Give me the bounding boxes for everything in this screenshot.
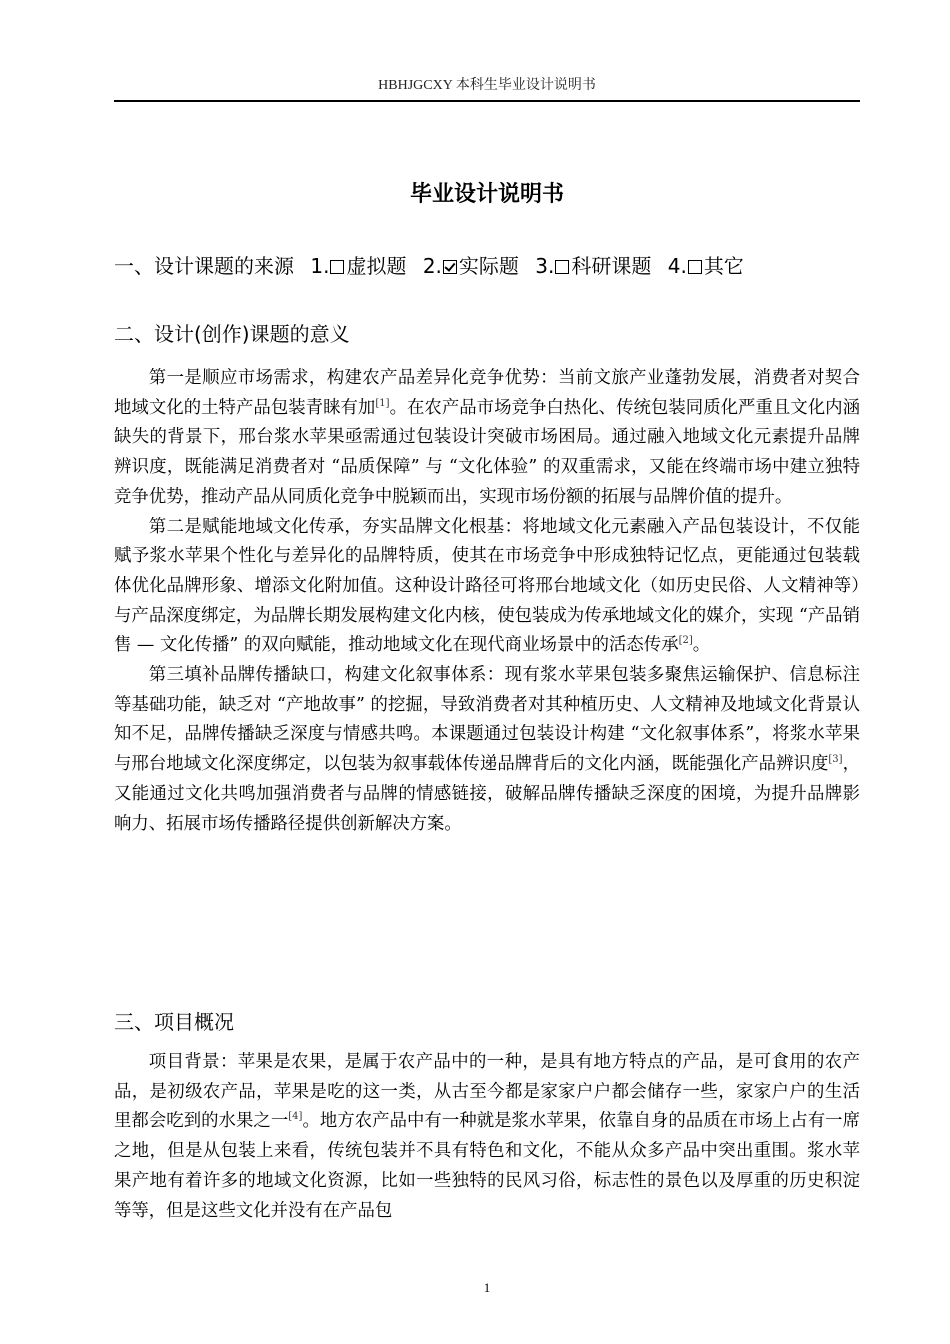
option-research: 3. 科研课题 (535, 254, 652, 278)
section2-body (114, 364, 860, 839)
paragraph: 第三填补品牌传播缺口，构建文化叙事体系：现有浆水苹果包装多聚焦运输保护、信息标注等基础功能，缺乏对 “产地故事” 的挖掘，导致消费者对其种植历史、人文精神及地域文化背景认知不足，品牌传播缺乏深度与情感共鸣。本课题通过包装设计构建 “文化叙事体系”，将浆水苹果与邢台地域文化深度绑定，以包装为叙事载体传递品牌背后的文化内涵，既能强化产品辨识度[3]，又能通过文化共鸣加强消费者与品牌的情感链接，破解品牌传播缺乏深度的困境，为提升品牌影响力、拓展市场传播路径提供创新解决方案。 (114, 665, 860, 834)
checked-box-icon (443, 260, 457, 274)
unchecked-box-icon (555, 260, 569, 274)
section1-heading: 一、设计课题的来源 (114, 254, 294, 278)
citation: [3] (828, 754, 843, 766)
option-virtual: 1. 虚拟题 (310, 254, 407, 278)
section3-heading: 三、项目概况 (114, 1010, 234, 1034)
unchecked-box-icon (330, 260, 344, 274)
page-header: HBHJGCXY 本科生毕业设计说明书 (378, 78, 596, 93)
topic-source-row (114, 252, 744, 280)
paragraph: 第二是赋能地域文化传承，夯实品牌文化根基：将地域文化元素融入产品包装设计，不仅能赋予浆水苹果个性化与差异化的品牌特质，使其在市场竞争中形成独特记忆点，更能通过包装载体优化品牌形象、增添文化附加值。这种设计路径可将邢台地域文化（如历史民俗、人文精神等）与产品深度绑定，为品牌长期发展构建文化内核，使包装成为传承地域文化的媒介，实现 “产品销售 — 文化传播” 的双向赋能，推动地域文化在现代商业场景中的活态传承[2]。 (114, 516, 860, 656)
citation: [1] (375, 397, 390, 409)
unchecked-box-icon (688, 260, 702, 274)
option-other: 4. 其它 (667, 254, 744, 278)
page-number: 1 (483, 1280, 491, 1295)
option-actual: 2. 实际题 (422, 254, 519, 278)
section2-heading: 二、设计(创作)课题的意义 (114, 322, 350, 346)
section3-body (114, 1048, 860, 1273)
citation: [2] (678, 635, 693, 647)
document-title: 毕业设计说明书 (409, 182, 564, 207)
citation: [4] (288, 1111, 303, 1123)
paragraph: 第一是顺应市场需求，构建农产品差异化竞争优势：当前文旅产业蓬勃发展，消费者对契合地域文化的土特产品包装青睐有加[1]。在农产品市场竞争白热化、传统包装同质化严重且文化内涵缺失的背景下，邢台浆水苹果亟需通过包装设计突破市场困局。通过融入地域文化元素提升品牌辨识度，既能满足消费者对 “品质保障” 与 “文化体验” 的双重需求，又能在终端市场中建立独特竞争优势，推动产品从同质化竞争中脱颖而出，实现市场份额的拓展与品牌价值的提升。 (114, 368, 860, 507)
header-divider (114, 100, 860, 102)
paragraph: 项目背景：苹果是农果，是属于农产品中的一种，是具有地方特点的产品，是可食用的农产品，是初级农产品，苹果是吃的这一类，从古至今都是家家户户都会储存一些，家家户户的生活里都会吃到的水果之一[4]。地方农产品中有一种就是浆水苹果，依靠自身的品质在市场上占有一席之地，但是从包装上来看，传统包装并不具有特色和文化，不能从众多产品中突出重围。浆水苹果产地有着许多的地域文化资源，比如一些独特的民风习俗，标志性的景色以及厚重的历史积淀等等，但是这些文化并没有在产品包 (114, 1052, 860, 1221)
